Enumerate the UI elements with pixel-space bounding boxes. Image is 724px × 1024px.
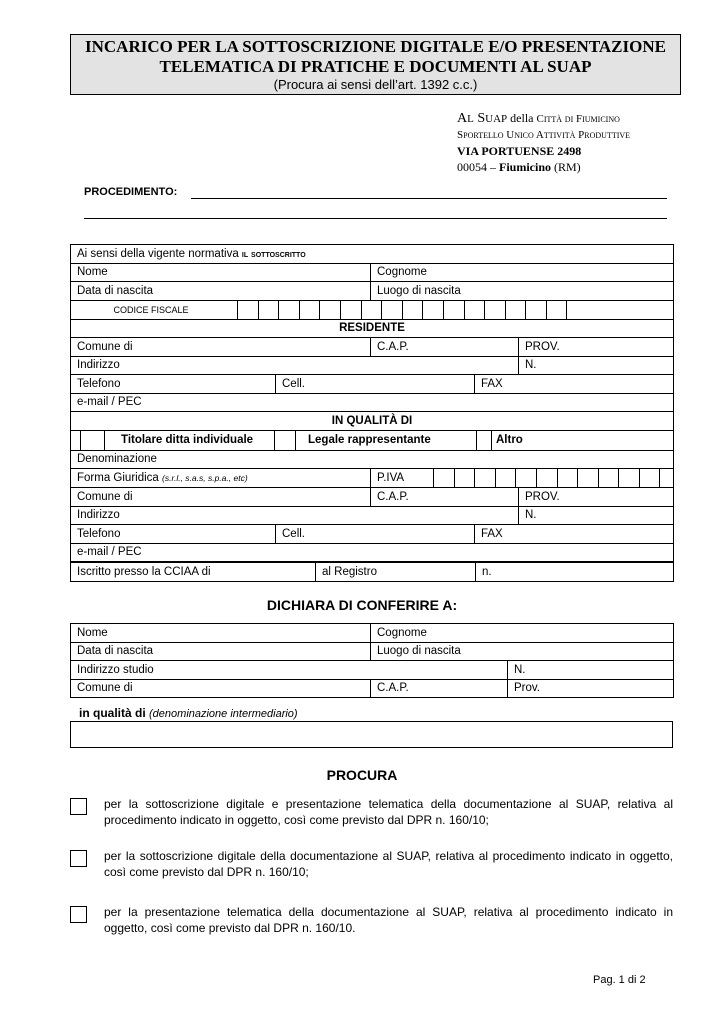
comune-field[interactable]: Comune di [71, 338, 371, 357]
altro-checkbox[interactable] [476, 431, 492, 450]
codice-fiscale-cells[interactable] [237, 301, 567, 319]
intermediario-prov-field[interactable]: Prov. [508, 679, 674, 698]
intermediario-data-nascita-field[interactable]: Data di nascita [71, 642, 371, 661]
recipient-suap-s: S [473, 111, 486, 126]
azienda-email-pec-field[interactable]: e-mail / PEC [71, 543, 674, 562]
intermediario-cap-field[interactable]: C.A.P. [371, 679, 508, 698]
codice-fiscale-row[interactable] [71, 300, 674, 319]
procedimento-label: PROCEDIMENTO: [84, 186, 178, 198]
intro-bold: il sottoscritto [241, 247, 306, 260]
table-row [71, 282, 674, 301]
residente-heading: RESIDENTE [71, 319, 674, 338]
table-row [71, 506, 674, 525]
table-row [71, 661, 674, 680]
titolare-label: Titolare ditta individuale [121, 434, 254, 446]
azienda-telefono-field[interactable]: Telefono [71, 525, 276, 544]
registro-field[interactable]: al Registro [316, 563, 476, 582]
recipient-al-l: L [467, 113, 474, 125]
intermediario-nome-field[interactable]: Nome [71, 624, 371, 643]
titolare-checkbox[interactable] [89, 431, 105, 450]
procura-option-1-text: per la sottoscrizione digitale e presentazione telematica della documentazione al SUAP, relativa al procedimento indicato in oggetto, così come previsto dal DPR n. 160/10; [104, 797, 673, 827]
cciaa-table [70, 562, 674, 582]
procura-option-3-checkbox[interactable] [70, 906, 87, 923]
altro-label: Altro [496, 434, 523, 446]
recipient-line-4 [457, 159, 630, 175]
page-number: Pag. 1 di 2 [593, 974, 646, 986]
table-row [71, 319, 674, 338]
recipient-al-a: A [457, 111, 468, 126]
cap-field[interactable]: C.A.P. [371, 338, 519, 357]
table-row [71, 375, 674, 394]
table-row [71, 263, 674, 282]
in-qualita-heading: IN QUALITÀ DI [71, 412, 674, 431]
procedimento-line-2[interactable] [84, 218, 667, 219]
nome-field[interactable]: Nome [71, 263, 371, 282]
legale-checkbox[interactable] [274, 431, 296, 450]
recipient-line-3 [457, 143, 630, 159]
sottoscritto-table [70, 244, 674, 562]
codice-fiscale-label: CODICE FISCALE [113, 304, 189, 315]
table-row [71, 300, 674, 319]
denominazione-intermediario-box[interactable] [70, 721, 673, 748]
email-pec-field[interactable]: e-mail / PEC [71, 393, 674, 412]
azienda-cell-field[interactable]: Cell. [276, 525, 475, 544]
recipient-town: Fiumicino [499, 160, 552, 174]
table-row [71, 624, 674, 643]
forma-giuridica-label: Forma Giuridica [77, 472, 159, 484]
azienda-numero-field[interactable]: N. [519, 506, 674, 525]
telefono-field[interactable]: Telefono [71, 375, 276, 394]
forma-giuridica-field[interactable] [71, 469, 371, 488]
table-row [71, 488, 674, 507]
title-line-2: TELEMATICA DI PRATICHE E DOCUMENTI AL SUAP [159, 57, 592, 76]
table-row [71, 245, 674, 264]
table-row [71, 412, 674, 431]
table-row [71, 430, 674, 450]
qualita-options-row [71, 430, 674, 450]
in-qualita-hint: (denominazione intermediario) [149, 708, 298, 720]
denominazione-field[interactable]: Denominazione [71, 450, 674, 469]
recipient-zip: 00054 – [457, 160, 499, 174]
recipient-street: VIA PORTUENSE 2498 [457, 144, 582, 158]
data-nascita-field[interactable]: Data di nascita [71, 282, 371, 301]
azienda-comune-field[interactable]: Comune di [71, 488, 371, 507]
intermediario-cognome-field[interactable]: Cognome [371, 624, 674, 643]
piva-label: P.IVA [377, 472, 405, 484]
fax-field[interactable]: FAX [475, 375, 674, 394]
cciaa-field[interactable]: Iscritto presso la CCIAA di [71, 563, 316, 582]
table-row [71, 393, 674, 412]
azienda-indirizzo-field[interactable]: Indirizzo [71, 506, 519, 525]
table-row [71, 563, 674, 582]
recipient-line-2: Sportello Unico Attività Produttive [457, 129, 631, 141]
intermediario-numero-field[interactable]: N. [508, 661, 674, 680]
recipient-address [457, 110, 630, 175]
azienda-fax-field[interactable]: FAX [475, 525, 674, 544]
table-row [71, 338, 674, 357]
forma-giuridica-hint: (s.r.l., s.a.s, s.p.a., etc) [162, 473, 248, 483]
piva-field[interactable] [371, 469, 674, 488]
procura-option-3-text: per la presentazione telematica della documentazione al SUAP, relativa al procedimento indicato in oggetto, così come previsto dal DPR n. 160/10. [104, 905, 673, 935]
procura-option-2-checkbox[interactable] [70, 850, 87, 867]
azienda-prov-field[interactable]: PROV. [519, 488, 674, 507]
procura-heading: PROCURA [326, 767, 398, 783]
prov-field[interactable]: PROV. [519, 338, 674, 357]
procedimento-line-1[interactable] [191, 198, 667, 199]
table-row [71, 525, 674, 544]
cognome-field[interactable]: Cognome [371, 263, 674, 282]
in-qualita-label: in qualità di [79, 706, 146, 720]
legale-label: Legale rappresentante [308, 434, 431, 446]
piva-cells[interactable] [433, 469, 660, 487]
intro-text: Ai sensi della vigente normativa [77, 247, 242, 260]
intermediario-indirizzo-field[interactable]: Indirizzo studio [71, 661, 508, 680]
document-title-box [70, 34, 681, 95]
recipient-della: della [507, 111, 537, 125]
recipient-line-1 [457, 110, 630, 127]
table-row [71, 469, 674, 488]
intermediario-luogo-nascita-field[interactable]: Luogo di nascita [371, 642, 674, 661]
table-row [71, 679, 674, 698]
recipient-suap-rest: UAP [485, 113, 508, 125]
table-row [71, 356, 674, 375]
in-qualita-line [79, 706, 298, 720]
title-line-1: INCARICO PER LA SOTTOSCRIZIONE DIGITALE E/O PRESENTAZIONE [85, 37, 666, 56]
numero-field[interactable]: N. [519, 356, 674, 375]
sottoscritto-intro [71, 245, 674, 264]
azienda-cap-field[interactable]: C.A.P. [371, 488, 519, 507]
luogo-nascita-field[interactable]: Luogo di nascita [371, 282, 674, 301]
intermediario-comune-field[interactable]: Comune di [71, 679, 371, 698]
table-row [71, 450, 674, 469]
recipient-city: Città di Fiumicino [536, 113, 620, 125]
procura-option-2-text: per la sottoscrizione digitale della documentazione al SUAP, relativa al procedimento indicato in oggetto, così come previsto dal DPR n. 160/10; [104, 849, 673, 879]
qualita-spacer [71, 431, 81, 450]
dichiara-heading: DICHIARA DI CONFERIRE A: [266, 597, 458, 613]
intermediario-table [70, 623, 674, 698]
procura-option-1-checkbox[interactable] [70, 798, 87, 815]
table-row [71, 543, 674, 562]
recipient-province: (RM) [551, 160, 581, 174]
table-row [71, 642, 674, 661]
indirizzo-field[interactable]: Indirizzo [71, 356, 519, 375]
cell-field[interactable]: Cell. [276, 375, 475, 394]
title-subtitle: (Procura ai sensi dell’art. 1392 c.c.) [273, 77, 478, 92]
registro-numero-field[interactable]: n. [476, 563, 674, 582]
